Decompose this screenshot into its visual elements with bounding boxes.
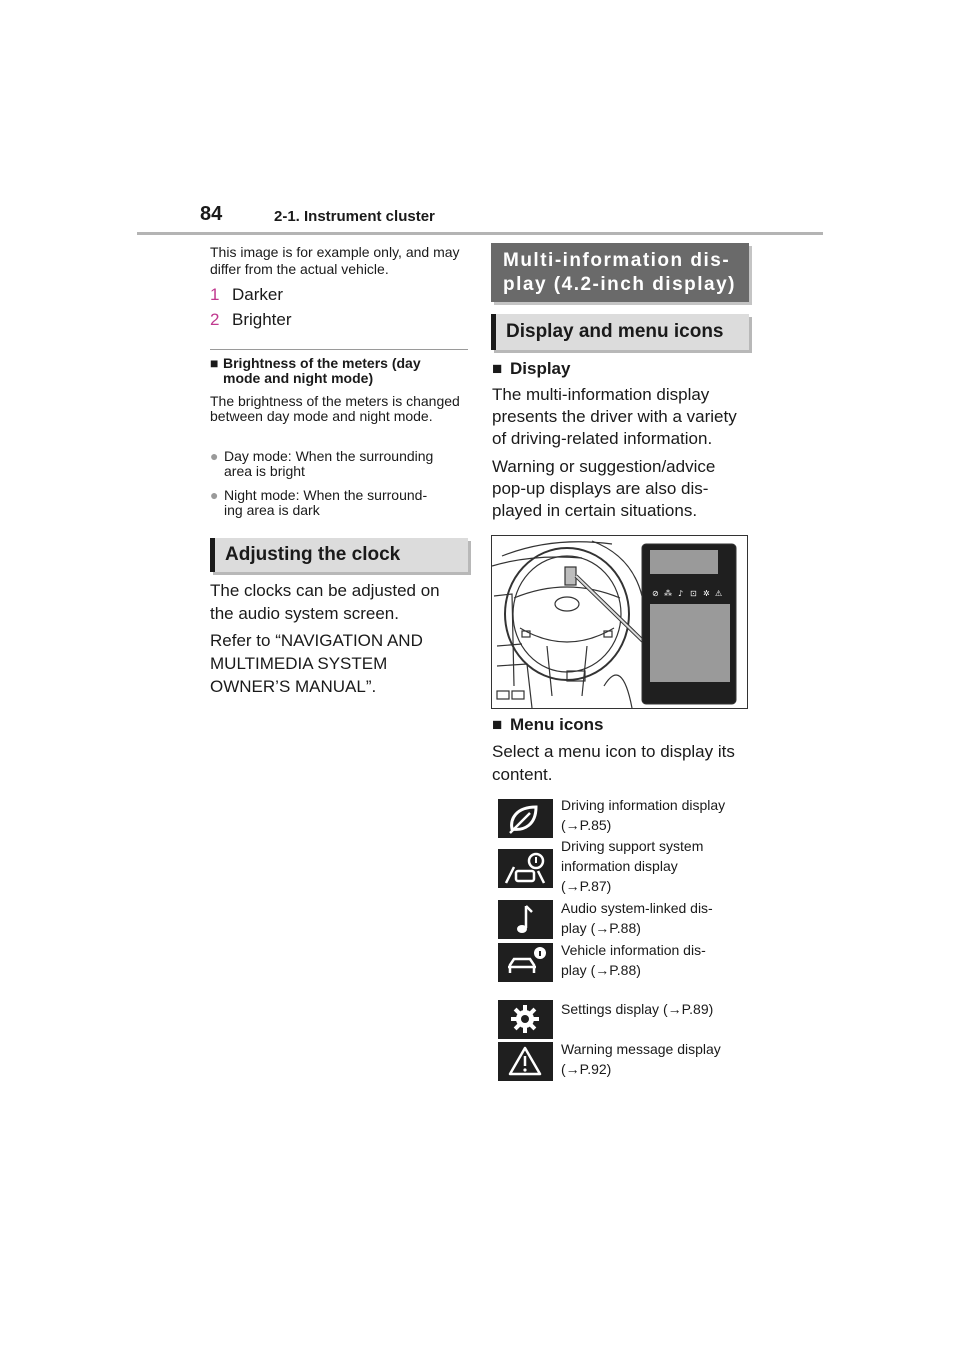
bullet-dot-icon: ●: [210, 448, 219, 464]
menu-item-settings: [561, 999, 751, 1019]
clock-text: The clocks can be adjusted on the audio system screen.: [210, 581, 440, 623]
bullet-text: area is bright: [224, 463, 305, 479]
svg-text:⁂: ⁂: [664, 589, 672, 598]
section-title: 2-1. Instrument cluster: [274, 208, 435, 225]
item-number: 2: [210, 310, 220, 329]
brightness-text: The brightness of the meters is changed between day mode and night mode.: [210, 393, 460, 424]
item-label: Brighter: [232, 310, 292, 329]
menu-item-text: Audio system-linked dis-: [561, 900, 713, 916]
display-menu-icons-banner: Display and menu icons: [491, 314, 749, 350]
example-note: This image is for example only, and may differ from the actual vehicle.: [210, 244, 460, 277]
heading-text: Menu icons: [510, 715, 604, 734]
menu-item-audio: [561, 898, 751, 938]
menu-item-page-ref: (→P.85): [561, 817, 612, 833]
menu-item-page-ref: (→P.87): [561, 878, 612, 894]
bullet-dot-icon: ●: [210, 487, 219, 503]
svg-text:⊘: ⊘: [652, 589, 659, 598]
svg-text:⚠: ⚠: [715, 589, 723, 598]
banner-line: Multi-information dis-: [503, 250, 731, 271]
menu-item-text: Driving support system: [561, 838, 704, 854]
bullet-night-mode: [210, 488, 472, 518]
page-number: 84: [200, 203, 223, 225]
item-label: Darker: [232, 285, 284, 304]
menu-item-text: Vehicle information dis-: [561, 942, 706, 958]
numbered-item-1: [210, 285, 472, 305]
music-note-icon: [498, 900, 553, 939]
display-description: The multi-information display presents the driver with a variety of driving-related information.: [492, 385, 737, 448]
multi-info-banner: [491, 243, 749, 302]
clock-reference: Refer to “NAVIGATION AND MULTIMEDIA SYSTEM OWNER’S MANUAL”.: [210, 631, 423, 696]
popup-description: Warning or suggestion/advice pop-up displays are also dis-played in certain situations.: [492, 457, 716, 520]
gear-icon: [498, 1000, 553, 1039]
cockpit-drawing: [492, 536, 747, 708]
menu-item-text: Settings display (→P.89): [561, 1001, 714, 1017]
leaf-icon: [498, 799, 553, 838]
menu-item-driving-support: [561, 836, 751, 896]
driving-support-icon: [498, 849, 553, 888]
bullet-day-mode: [210, 449, 472, 479]
item-number: 1: [210, 285, 220, 304]
adjusting-clock-banner: Adjusting the clock: [210, 538, 468, 572]
heading-text: Display: [510, 359, 571, 378]
brightness-heading: [210, 356, 472, 386]
warning-icon: [498, 1042, 553, 1081]
menu-icons-description: Select a menu icon to display its content.: [492, 742, 735, 784]
square-bullet-icon: ■: [492, 359, 503, 378]
svg-text:⊡: ⊡: [690, 589, 697, 598]
numbered-item-2: [210, 310, 472, 330]
menu-item-page-ref: play (→P.88): [561, 920, 641, 936]
menu-item-page-ref: play (→P.88): [561, 962, 641, 978]
menu-item-text: Warning message display: [561, 1041, 721, 1057]
svg-text:♪: ♪: [678, 589, 684, 598]
menu-item-text: Driving information display: [561, 797, 726, 813]
menu-item-driving-info: [561, 795, 751, 835]
heading-line: Brightness of the meters (day: [223, 355, 421, 371]
svg-text:✲: ✲: [703, 589, 710, 598]
menu-item-warning: [561, 1039, 751, 1079]
header-rule: [137, 232, 823, 235]
cockpit-illustration: [491, 535, 748, 709]
bullet-text: ing area is dark: [224, 502, 320, 518]
menu-item-page-ref: (→P.92): [561, 1061, 612, 1077]
banner-line: play (4.2-inch display): [503, 274, 736, 295]
heading-line: mode and night mode): [223, 370, 374, 386]
subsection-rule: [210, 349, 468, 350]
menu-icons-heading: [492, 715, 750, 735]
display-heading: [492, 359, 750, 379]
bullet-text: Night mode: When the surround-: [224, 487, 428, 503]
bullet-text: Day mode: When the surrounding: [224, 448, 434, 464]
square-bullet-icon: ■: [210, 355, 219, 371]
vehicle-info-icon: [498, 943, 553, 982]
menu-item-text: information display: [561, 858, 678, 874]
square-bullet-icon: ■: [492, 715, 503, 734]
menu-item-vehicle-info: [561, 940, 751, 980]
